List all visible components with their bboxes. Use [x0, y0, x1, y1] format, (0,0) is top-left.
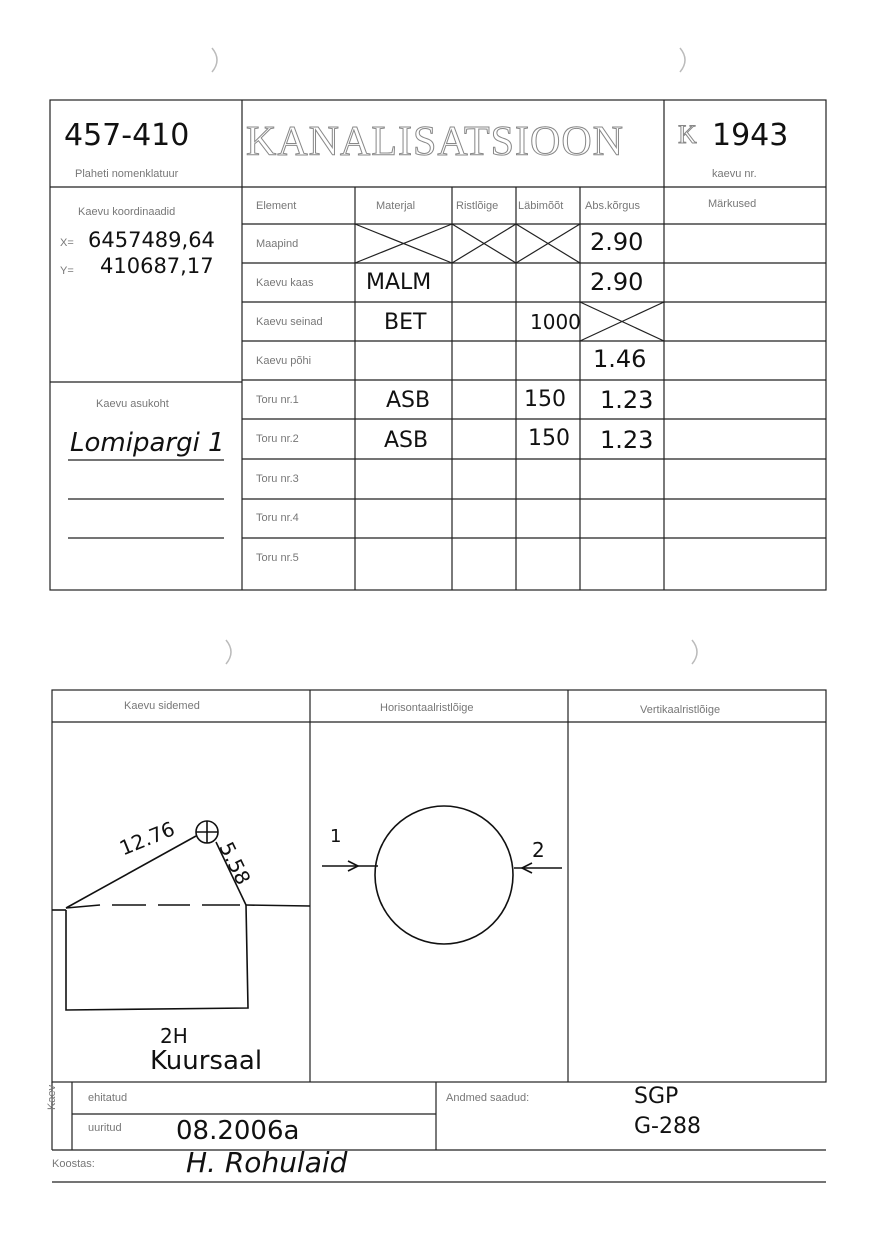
row-element: Toru nr.1	[256, 394, 299, 406]
cell-diameter: 150	[528, 426, 570, 451]
row-element: Kaevu seinad	[256, 316, 323, 328]
built-label: ehitatud	[88, 1092, 128, 1104]
x-label: X=	[60, 237, 74, 249]
building-name: Kuursaal	[150, 1046, 263, 1076]
cell-height: 1.23	[600, 386, 654, 414]
data-source-1: SGP	[634, 1084, 679, 1109]
data-source-2: G-288	[634, 1114, 701, 1139]
row-element: Kaevu põhi	[256, 355, 312, 367]
well-number-label: kaevu nr.	[712, 168, 757, 180]
row-element: Toru nr.4	[256, 512, 299, 524]
cell-height: 2.90	[590, 228, 644, 256]
col-ties-label: Kaevu sidemed	[124, 700, 200, 712]
col-vertical-label: Vertikaalristlõige	[640, 704, 721, 716]
row-element: Maapind	[256, 238, 299, 250]
col-header-cross: Ristlõige	[456, 200, 499, 212]
row-element: Toru nr.2	[256, 433, 299, 445]
pipe-1-label: 1	[330, 826, 342, 847]
kaev-label: Kaev	[46, 1084, 58, 1110]
col-header-height: Abs.kõrgus	[585, 200, 641, 212]
location-label: Kaevu asukoht	[96, 398, 169, 410]
y-value: 410687,17	[100, 254, 214, 278]
cell-material: ASB	[384, 428, 429, 453]
punch-hole-mark	[692, 640, 697, 664]
sketch-distance-1: 12.76	[116, 816, 179, 861]
compiled-by-label: Koostas:	[52, 1158, 95, 1170]
y-label: Y=	[60, 265, 74, 277]
col-header-element: Element	[256, 200, 297, 212]
compiled-by-value: H. Rohulaid	[186, 1146, 348, 1179]
pipe-2-label: 2	[532, 838, 545, 862]
punch-hole-mark	[226, 640, 231, 664]
nomenclature-value: 457-410	[64, 118, 190, 153]
row-element: Toru nr.3	[256, 473, 299, 485]
cell-material: MALM	[366, 270, 432, 295]
cell-material: ASB	[386, 388, 431, 413]
cell-material: BET	[384, 310, 427, 335]
building-number: 2H	[160, 1024, 188, 1048]
nomenclature-label: Plaheti nomenklatuur	[75, 168, 179, 180]
col-horizontal-label: Horisontaalristlõige	[380, 702, 474, 714]
punch-hole-mark	[212, 48, 217, 72]
well-number: 1943	[712, 118, 789, 153]
cell-height: 1.23	[600, 426, 654, 454]
site-sketch	[52, 821, 310, 1010]
location-value: Lomipargi 1	[70, 428, 225, 458]
cell-height: 1.46	[593, 345, 647, 373]
surveyed-value: 08.2006a	[176, 1116, 300, 1146]
punch-hole-mark	[680, 48, 685, 72]
form-title: KANALISATSIOON	[246, 119, 624, 165]
cell-height: 2.90	[590, 268, 644, 296]
cell-diameter: 1000	[530, 310, 581, 334]
data-source-label: Andmed saadud:	[446, 1092, 530, 1104]
col-header-material: Materjal	[376, 200, 416, 212]
x-value: 6457489,64	[88, 228, 215, 252]
coords-label: Kaevu koordinaadid	[78, 206, 176, 218]
well-circle	[375, 806, 513, 944]
col-header-notes: Märkused	[708, 198, 757, 210]
col-header-diameter: Läbimõõt	[518, 200, 564, 212]
horizontal-section	[322, 806, 562, 944]
cell-diameter: 150	[524, 387, 566, 412]
surveyed-label: uuritud	[88, 1122, 122, 1134]
row-element: Kaevu kaas	[256, 277, 314, 289]
sketch-distance-2: 5.58	[214, 838, 256, 889]
row-element: Toru nr.5	[256, 552, 299, 564]
well-prefix: K	[678, 120, 697, 149]
